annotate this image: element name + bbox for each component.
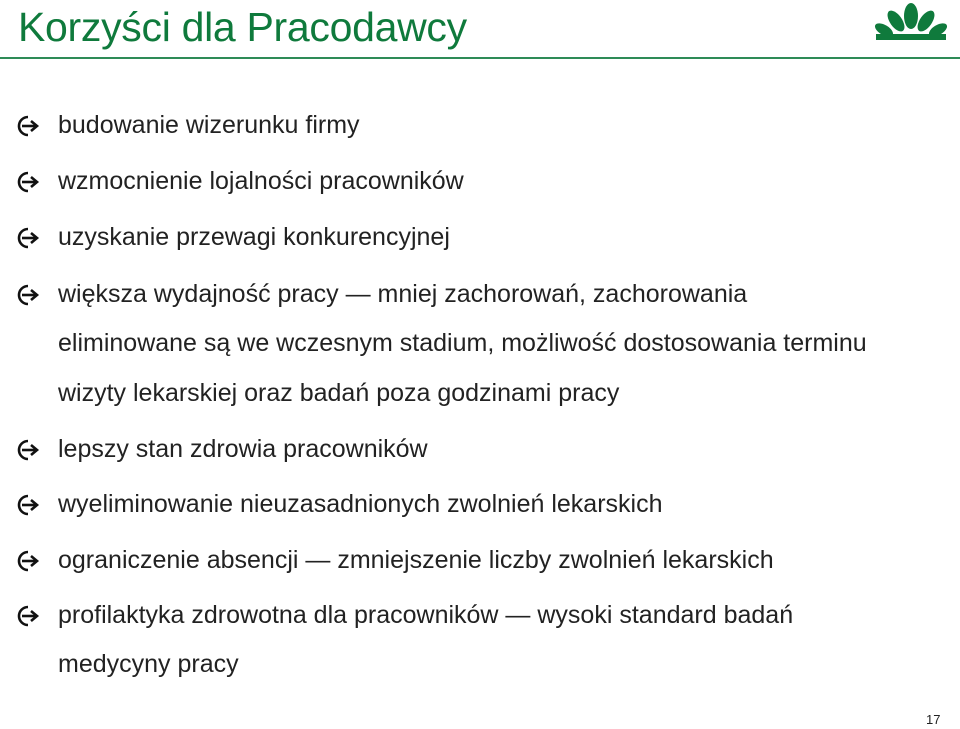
- bullet-text: wyeliminowanie nieuzasadnionych zwolnień lekarskich: [58, 490, 663, 518]
- bullet-text: uzyskanie przewagi konkurencyjnej: [58, 223, 450, 251]
- circle-arrow-icon: [14, 492, 40, 518]
- green-fan-logo-icon: [872, 2, 950, 44]
- bullet-text: ograniczenie absencji — zmniejszenie liczby zwolnień lekarskich: [58, 546, 774, 574]
- bullet-text: eliminowane są we wczesnym stadium, możliwość dostosowania terminu: [58, 329, 867, 357]
- bullet-text: wizyty lekarskiej oraz badań poza godzinami pracy: [58, 379, 620, 407]
- bullet-text: budowanie wizerunku firmy: [58, 111, 360, 139]
- circle-arrow-icon: [14, 225, 40, 251]
- bullet-text: profilaktyka zdrowotna dla pracowników — wysoki standard badań: [58, 601, 794, 629]
- circle-arrow-icon: [14, 548, 40, 574]
- circle-arrow-icon: [14, 603, 40, 629]
- bullet-text: większa wydajność pracy — mniej zachorowań, zachorowania: [58, 280, 748, 308]
- circle-arrow-icon: [14, 437, 40, 463]
- bullet-text: wzmocnienie lojalności pracowników: [58, 167, 464, 195]
- circle-arrow-icon: [14, 169, 40, 195]
- page-number: 17: [926, 712, 941, 727]
- circle-arrow-icon: [14, 282, 40, 308]
- bullet-text: lepszy stan zdrowia pracowników: [58, 435, 428, 463]
- bullet-text: medycyny pracy: [58, 650, 239, 678]
- title-divider: [0, 57, 960, 59]
- slide-title: Korzyści dla Pracodawcy: [18, 4, 467, 50]
- circle-arrow-icon: [14, 113, 40, 139]
